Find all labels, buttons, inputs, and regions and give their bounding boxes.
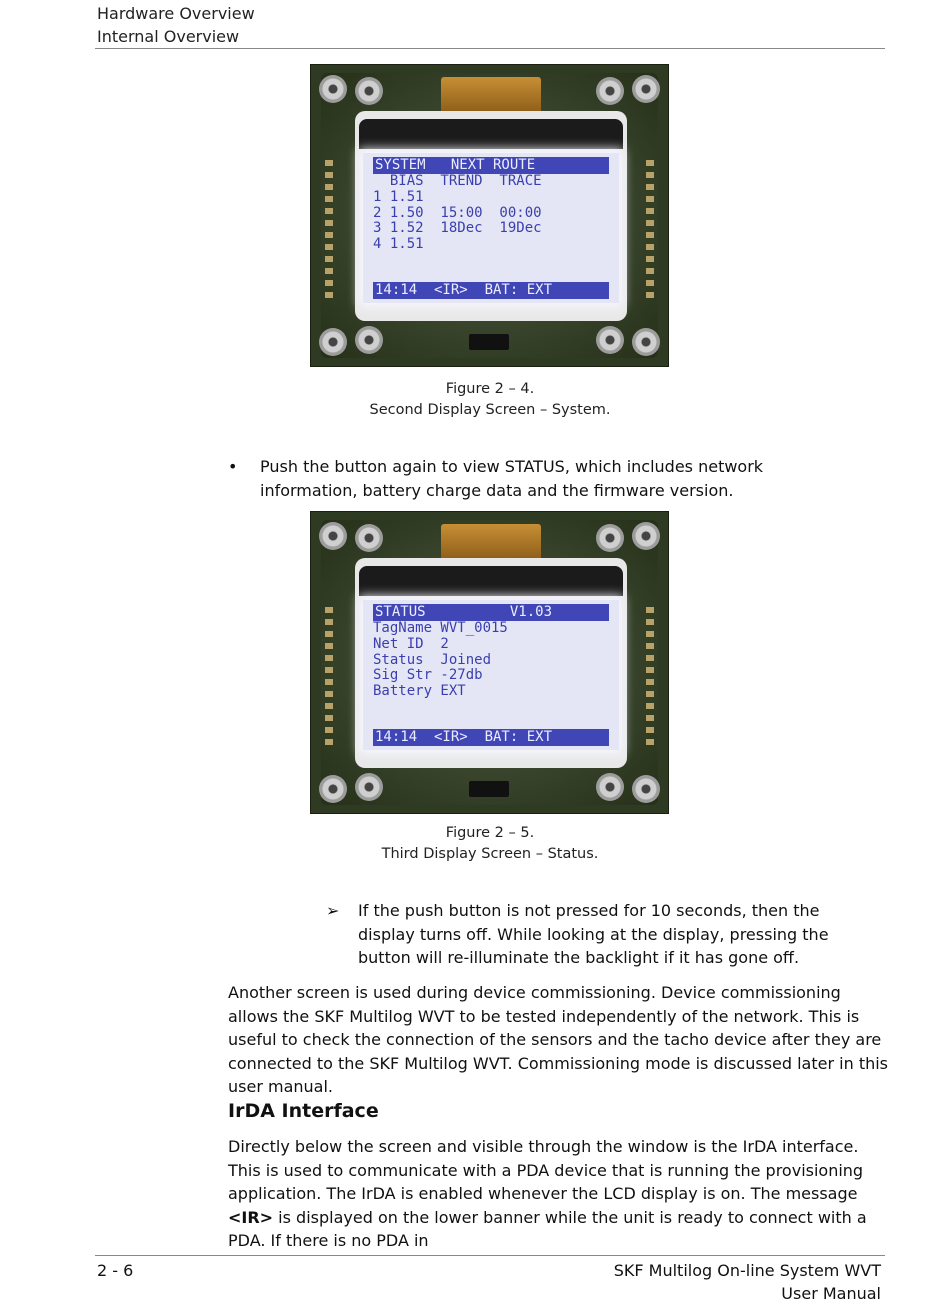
screw-icon <box>632 775 660 803</box>
header-chapter: Hardware Overview <box>97 4 255 23</box>
lcd-line: 1 1.51 <box>373 188 424 205</box>
screw-icon <box>355 77 383 105</box>
section-heading: IrDA Interface <box>228 1100 379 1122</box>
irda-paragraph <box>228 1135 888 1253</box>
screw-icon <box>632 75 660 103</box>
caption-title: Second Display Screen – System. <box>369 402 611 418</box>
caption-number: Figure 2 – 4. <box>445 381 535 397</box>
lcd-line: TagName WVT_0015 <box>373 620 508 636</box>
screw-icon <box>596 773 624 801</box>
lcd-screen <box>363 600 619 750</box>
screw-icon <box>596 77 624 105</box>
lcd-line: Net ID 2 <box>373 635 449 652</box>
bullet-text: Push the button again to view STATUS, which includes network information, battery charge data and the firmware version. <box>260 457 764 500</box>
lcd-line: BIAS TREND TRACE <box>373 173 542 189</box>
lcd-top-banner: STATUS V1.03 <box>373 604 609 621</box>
screw-icon <box>319 75 347 103</box>
irda-connector <box>469 334 509 350</box>
figure-2-5-caption <box>0 823 950 865</box>
figure-2-4-caption <box>0 379 950 421</box>
arrow-bullet-icon: ➢ <box>326 901 340 920</box>
header-rule <box>95 48 885 49</box>
footer-rule <box>95 1255 885 1256</box>
figure-2-4-photo <box>310 64 669 367</box>
caption-title: Third Display Screen – Status. <box>381 846 599 862</box>
irda-message-bold: <IR> <box>228 1207 274 1227</box>
note-text: If the push button is not pressed for 10 seconds, then the display turns off. While looking at the display, pressing the button will re-illuminate the backlight if it has gone off. <box>358 901 829 967</box>
pin-header-right <box>646 160 654 300</box>
lcd-frame <box>359 566 623 596</box>
screw-icon <box>596 326 624 354</box>
lcd-bottom-banner: 14:14 <IR> BAT: EXT <box>373 282 609 299</box>
screw-icon <box>355 773 383 801</box>
header-section: Internal Overview <box>97 27 240 46</box>
lcd-frame <box>359 119 623 149</box>
footer-title-line2: User Manual <box>781 1284 881 1303</box>
screw-icon <box>632 328 660 356</box>
page-number: 2 - 6 <box>97 1261 134 1280</box>
irda-text-part2: is displayed on the lower banner while the unit is ready to connect with a PDA. If there is no PDA in <box>228 1207 867 1250</box>
lcd-screen <box>363 153 619 303</box>
lcd-line: 3 1.52 18Dec 19Dec <box>373 220 542 237</box>
footer-title <box>614 1259 881 1305</box>
irda-connector <box>469 781 509 797</box>
caption-number: Figure 2 – 5. <box>445 825 535 841</box>
lcd-line: 4 1.51 <box>373 236 424 253</box>
screw-icon <box>319 775 347 803</box>
screw-icon <box>319 522 347 550</box>
screw-icon <box>355 326 383 354</box>
footer-title-line1: SKF Multilog On-line System WVT <box>613 1261 881 1280</box>
screw-icon <box>319 328 347 356</box>
figure-2-5-photo <box>310 511 669 814</box>
lcd-line: Battery EXT <box>373 683 466 700</box>
screw-icon <box>632 522 660 550</box>
ribbon-cable <box>441 77 541 115</box>
lcd-bottom-banner: 14:14 <IR> BAT: EXT <box>373 729 609 746</box>
lcd-line: Sig Str -27db <box>373 667 483 684</box>
commissioning-paragraph: Another screen is used during device commissioning. Device commissioning allows the SKF Multilog WVT to be tested independently of the network. This is useful to check the connection of the sensors and the tacho device after they are connected to the SKF Multilog WVT. Commissioning mode is discussed later in this user manual. <box>228 983 889 1096</box>
screw-icon <box>355 524 383 552</box>
bullet-icon: • <box>228 457 238 476</box>
pin-header-left <box>325 607 333 747</box>
ribbon-cable <box>441 524 541 562</box>
screw-icon <box>596 524 624 552</box>
running-header <box>97 2 255 48</box>
pin-header-right <box>646 607 654 747</box>
lcd-line: 2 1.50 15:00 00:00 <box>373 204 542 221</box>
pin-header-left <box>325 160 333 300</box>
irda-text-part1: Directly below the screen and visible through the window is the IrDA interface. This is used to communicate with a PDA device that is running the provisioning application. The IrDA is enabled whenever the LCD display is on. The message <box>228 1137 864 1203</box>
lcd-top-banner: SYSTEM NEXT ROUTE <box>373 157 609 174</box>
lcd-line: Status Joined <box>373 651 492 668</box>
